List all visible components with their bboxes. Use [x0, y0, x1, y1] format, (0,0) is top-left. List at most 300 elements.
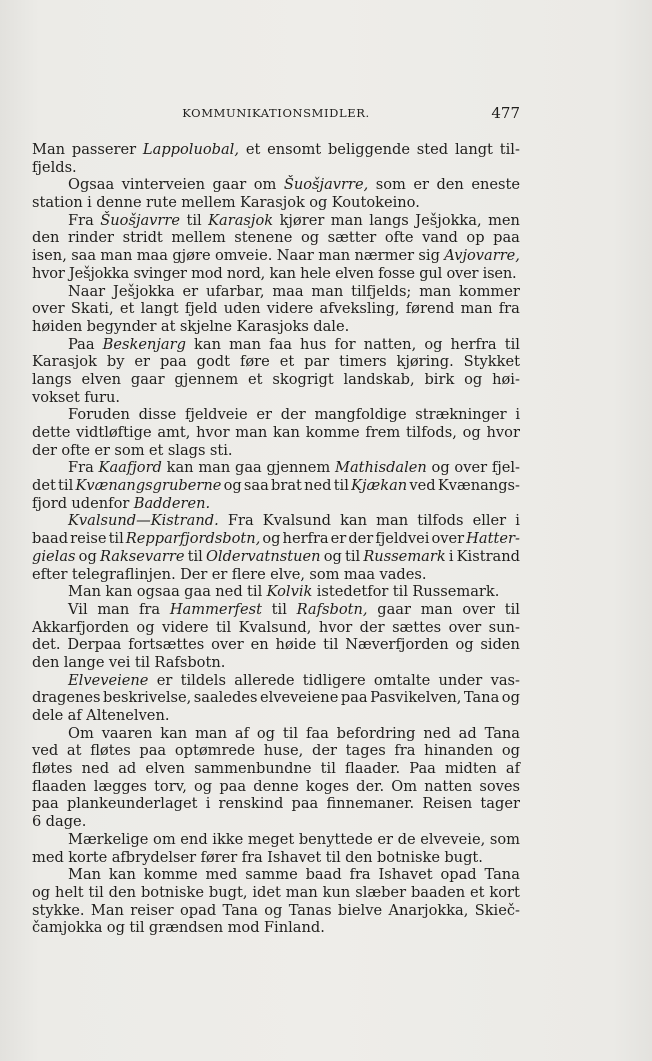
word: lange [63, 653, 105, 671]
word: kan [105, 583, 133, 601]
word: Naar [276, 247, 314, 265]
word: gaar [377, 600, 411, 618]
word: i [515, 512, 520, 530]
word: mellem [181, 194, 236, 212]
word: tilfods, [406, 424, 457, 441]
text-line [32, 477, 520, 495]
word: Man [90, 901, 124, 919]
italic-word: gielas [32, 547, 76, 565]
word: ufarbar, [205, 282, 265, 300]
text-line [32, 389, 520, 407]
word: man [97, 600, 130, 618]
word: afveksling, [319, 300, 400, 318]
word: denne [96, 194, 142, 212]
word: svinger [133, 264, 187, 282]
word: gjennem [174, 370, 239, 388]
word: Karasjoks [236, 317, 309, 335]
word: man [235, 424, 268, 441]
word: fjeldvei [375, 530, 430, 548]
word: Ješjokka [68, 264, 130, 282]
word: og [464, 370, 483, 388]
italic-word: Repparfjordsbotn, [125, 530, 261, 548]
word: afbrydelser [111, 848, 197, 866]
italic-word: Russemark [363, 547, 446, 565]
word: faa [269, 335, 292, 353]
word: Pasvikelven, [370, 689, 462, 707]
text-line [32, 406, 520, 424]
word: fjelds. [32, 158, 77, 176]
word: faa [305, 724, 329, 742]
word: der. [356, 777, 385, 795]
word: elveveiene [259, 689, 339, 707]
word: herfra [282, 530, 329, 548]
word: Ishavet [267, 848, 322, 866]
word: ad [458, 724, 477, 742]
italic-word: Kvalsund—Kistrand. [68, 512, 219, 530]
word: i [448, 547, 454, 565]
word: elven [81, 370, 122, 388]
text-line [32, 229, 520, 247]
word: reise [70, 530, 107, 548]
word: med [205, 866, 238, 884]
word: man [376, 512, 409, 530]
word: fjel- [491, 459, 520, 477]
word: kan [194, 335, 221, 353]
word: til [504, 335, 520, 353]
word: bugt, [208, 883, 248, 901]
word: Paa [409, 760, 436, 778]
word: at [160, 317, 176, 335]
word: over [448, 618, 482, 636]
word: Tanas [288, 901, 332, 919]
text-line [32, 689, 520, 707]
word: Derpaa [67, 636, 122, 654]
word: kun [322, 883, 351, 901]
text-line [32, 459, 520, 477]
word: gaa [235, 459, 262, 477]
word: Fra [227, 512, 254, 530]
word: Kvalsund, [238, 618, 312, 636]
word: herfra [450, 335, 497, 353]
word: som [375, 176, 406, 194]
word: ved [409, 477, 436, 495]
word: Finland. [263, 919, 325, 937]
word: Ishavet [378, 866, 433, 884]
word: komme [143, 866, 198, 884]
word: og [501, 689, 520, 707]
text-line [32, 884, 520, 902]
italic-word: Hammerfest [169, 600, 262, 618]
word: Fra [68, 459, 94, 477]
word: langt [454, 141, 493, 158]
word: om [253, 176, 277, 194]
italic-word: Badderen. [133, 494, 211, 512]
text-line [32, 283, 520, 301]
text-line [32, 919, 520, 937]
italic-word: Kolvik [266, 583, 313, 601]
word: et [279, 353, 295, 371]
word: elven [335, 264, 374, 282]
word: fra [349, 866, 371, 884]
word: Vil [68, 600, 88, 618]
word: man [285, 883, 318, 901]
word: timers [339, 353, 387, 371]
word: midten [445, 760, 497, 778]
word: gjennem [266, 459, 331, 477]
text-line [32, 247, 520, 265]
word: sig [418, 247, 440, 265]
word: fløtes [90, 742, 131, 760]
word: Skieč- [474, 901, 520, 919]
word: kan [269, 264, 296, 282]
text-line [32, 212, 520, 230]
word: gul [419, 264, 443, 282]
word: mod [227, 919, 260, 937]
text-line [32, 795, 520, 813]
word: og [431, 459, 450, 477]
text-line [32, 778, 520, 796]
word: over [462, 600, 496, 618]
word: sun- [488, 618, 520, 636]
word: ned [81, 760, 110, 778]
word: paa [493, 229, 520, 247]
text-line [32, 813, 520, 831]
word: der [312, 742, 337, 760]
word: Tana [484, 866, 520, 884]
italic-word: Oldervatnstuen [205, 547, 321, 565]
word: ikke [212, 830, 244, 848]
word: om [153, 830, 176, 848]
word: sætter [327, 229, 377, 247]
word: saaledes [193, 689, 258, 707]
word: Paa [68, 335, 95, 353]
word: dage. [45, 813, 87, 831]
word: vokset [32, 388, 80, 406]
word: til [325, 848, 341, 866]
word: af [234, 724, 249, 742]
word: Akkarfjorden [32, 618, 129, 636]
word: fører [200, 848, 238, 866]
text-line [32, 866, 520, 884]
word: Ogsaa [68, 176, 115, 194]
word: af [505, 760, 520, 778]
word: maa [136, 247, 168, 265]
word: udenfor [71, 494, 130, 512]
word: høi- [492, 370, 520, 388]
word: Man [68, 866, 102, 884]
word: idet [252, 883, 281, 901]
word: den [32, 653, 60, 671]
word: er [256, 406, 273, 424]
word: telegraflinjen. [71, 565, 176, 583]
text-line [32, 141, 520, 159]
word: Rafsbotn. [154, 653, 226, 671]
word: rute [146, 194, 177, 212]
word: ensomt [267, 141, 322, 158]
italic-word: Raksevarre [99, 547, 185, 565]
word: rinder [67, 229, 114, 247]
word: til [392, 583, 408, 601]
word: omtalte [373, 671, 431, 689]
word: baad [305, 866, 342, 884]
word: mangfoldige [314, 406, 407, 424]
word: dragenes [32, 689, 101, 707]
word: og [501, 742, 520, 760]
word: frem [365, 424, 401, 441]
word: for [334, 335, 356, 353]
word: passerer [71, 141, 137, 158]
running-head: KOMMUNIKATIONSMIDLER. [182, 106, 370, 120]
italic-word: Kvænangsgruberne [75, 477, 222, 495]
word: Reisen [422, 795, 473, 813]
word: at [66, 742, 82, 760]
word: langs [369, 211, 409, 229]
word: furu. [84, 388, 121, 406]
word: ogsaa [136, 583, 180, 601]
word: af [67, 707, 82, 724]
word: og [455, 636, 474, 654]
word: Tana [463, 689, 500, 707]
word: Man [68, 583, 102, 601]
word: Skati, [70, 300, 114, 318]
word: den [345, 848, 373, 866]
text-line [32, 194, 520, 212]
word: man [330, 211, 363, 229]
word: over [454, 459, 488, 477]
word: vei [108, 653, 131, 671]
word: vand [422, 229, 458, 247]
word: til [282, 724, 299, 742]
word: birk [424, 370, 455, 388]
word: bugt. [444, 848, 483, 866]
word: Mærkelige [68, 830, 149, 848]
italic-word: Karasjok [208, 211, 274, 229]
word: kjøring. [396, 353, 454, 371]
word: man [198, 459, 231, 477]
text-line [32, 583, 520, 601]
word: et [148, 441, 164, 459]
word: fløtes [32, 760, 73, 778]
word: føre [239, 353, 270, 371]
word: sti. [209, 441, 233, 459]
word: efter [32, 565, 68, 583]
word: langt [140, 300, 179, 318]
word: torv, [154, 777, 187, 795]
word: natten [424, 777, 473, 795]
word: baaden [410, 883, 466, 901]
word: slags [167, 441, 206, 459]
word: siden [480, 636, 520, 654]
word: Fra [68, 211, 94, 229]
word: er [330, 530, 347, 548]
word: til [320, 760, 336, 778]
word: som [309, 565, 340, 583]
word: og [223, 477, 242, 495]
word: begynder [86, 317, 157, 335]
word: nord, [226, 264, 266, 282]
word: vinterveien [121, 176, 206, 194]
word: den [108, 883, 137, 901]
word: Tana [484, 724, 520, 742]
page-number: 477 [491, 104, 520, 122]
word: isen, [32, 247, 67, 265]
word: kjører [279, 211, 325, 229]
word: til [323, 636, 339, 654]
word: opad [179, 901, 217, 919]
word: paa [139, 742, 167, 760]
word: vas- [490, 671, 520, 689]
word: til [134, 653, 151, 671]
text-line [32, 353, 520, 371]
word: man [460, 300, 493, 318]
word: maa [272, 282, 304, 300]
text-line [32, 849, 520, 867]
word: som [489, 830, 520, 848]
word: og [323, 547, 342, 565]
word: hinanden [424, 742, 494, 760]
word: hele [300, 264, 331, 282]
word: paa [32, 795, 59, 813]
word: videre [161, 618, 209, 636]
italic-word: Šuošjavrre, [283, 176, 369, 194]
italic-word: Elveveiene [68, 671, 149, 689]
word: isen. [482, 264, 517, 282]
word: uden [223, 300, 261, 318]
word: Kistrand [456, 547, 520, 565]
word: den [32, 229, 60, 247]
word: reiser [130, 901, 174, 919]
word: ofte [384, 229, 414, 247]
word: Ješjokka [112, 282, 175, 300]
word: et [248, 370, 263, 388]
word: man [318, 247, 351, 265]
word: tages [345, 742, 386, 760]
word: man [420, 600, 453, 618]
word: langs [32, 370, 72, 388]
word: til [215, 618, 232, 636]
word: gjøre [172, 247, 211, 265]
word: huse, [263, 742, 304, 760]
text-line [32, 495, 520, 513]
word: ved [32, 742, 59, 760]
word: baad [32, 530, 69, 548]
word: par [304, 353, 330, 371]
text-line [32, 548, 520, 566]
word: soves [479, 777, 520, 795]
word: amt, [157, 424, 191, 441]
word: helt [55, 883, 84, 901]
word: skogrigt [272, 370, 334, 388]
word: til [88, 883, 104, 901]
word: ned [304, 477, 332, 495]
word: Kvænangs- [437, 477, 520, 495]
word: de [397, 830, 416, 848]
word: dale. [313, 317, 350, 335]
word: det. [32, 636, 61, 654]
word: fosse [378, 264, 415, 282]
word: paa [291, 795, 319, 813]
word: saa [71, 247, 97, 265]
text-line [32, 176, 520, 194]
word: paa [340, 689, 368, 707]
word: omveie. [214, 247, 273, 265]
word: benyttede [298, 830, 373, 848]
word: er [182, 282, 199, 300]
word: til [187, 547, 203, 565]
word: den [436, 176, 464, 194]
word: Koutokeino. [331, 194, 420, 212]
word: førend [405, 300, 455, 318]
word: man [419, 282, 452, 300]
word: ned [423, 724, 451, 742]
word: optømrede [174, 742, 256, 760]
word: fortsættes [128, 636, 205, 654]
word: man [311, 282, 344, 300]
word: beskrivelse, [103, 689, 192, 707]
word: kan [340, 512, 368, 530]
word: Altenelven. [86, 707, 170, 724]
word: elveveie, [420, 830, 486, 848]
word: stykke. [32, 901, 85, 919]
word: til [504, 600, 520, 618]
word: maa [343, 565, 376, 583]
word: men [488, 211, 520, 229]
word: tager [480, 795, 520, 813]
word: kort [489, 883, 520, 901]
word: tidligere [302, 671, 366, 689]
word: kan [273, 424, 300, 441]
italic-word: Kaafjord [98, 459, 162, 477]
word: elven [145, 760, 185, 778]
word: og [300, 229, 320, 247]
text-line [32, 725, 520, 743]
word: Naar [68, 282, 106, 300]
word: 6 [32, 813, 42, 831]
word: er [413, 176, 429, 194]
word: et [245, 141, 261, 158]
word: meget [247, 830, 295, 848]
word: kan [160, 724, 188, 742]
word: vaaren [101, 724, 153, 742]
word: slæber [355, 883, 407, 901]
word: man [195, 724, 228, 742]
text-line [32, 424, 520, 442]
word: hvor [196, 424, 230, 441]
word: landskab, [343, 370, 415, 388]
text-line [32, 742, 520, 760]
word: flere [231, 565, 266, 583]
text-line [32, 707, 520, 725]
word: i [205, 795, 211, 813]
word: i [87, 194, 92, 212]
word: Kvalsund [262, 512, 331, 530]
word: og [462, 424, 481, 441]
word: en [250, 636, 269, 654]
text-line [32, 760, 520, 778]
word: ned [215, 583, 243, 601]
word: videre [266, 300, 314, 318]
word: og [32, 883, 51, 901]
word: og [194, 777, 213, 795]
word: til [247, 583, 263, 601]
word: komme [305, 424, 360, 441]
word: Stykket [463, 353, 520, 371]
word: paa [159, 353, 187, 371]
word: Der [180, 565, 208, 583]
word: saa [243, 477, 269, 495]
word: fjord [32, 494, 68, 512]
word: Tana [222, 901, 258, 919]
